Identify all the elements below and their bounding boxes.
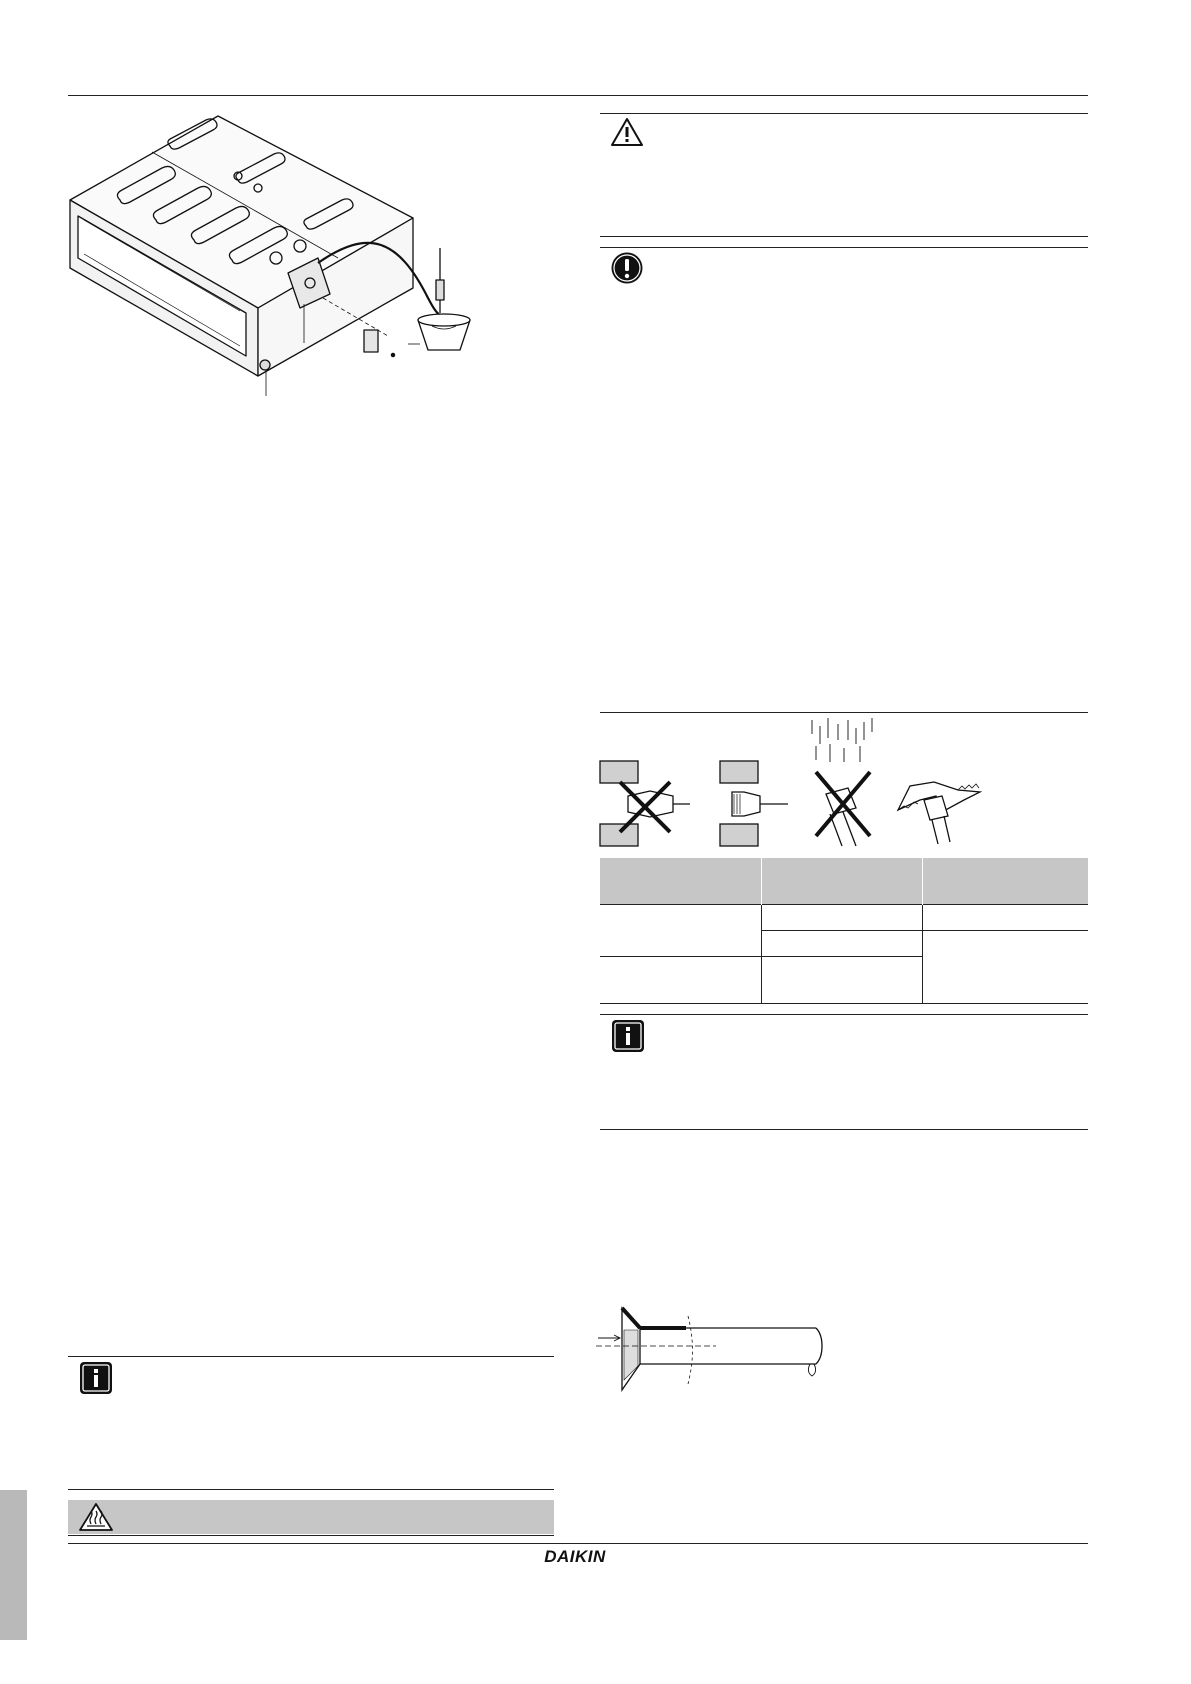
pipe-protection-illustrations	[598, 716, 1008, 850]
table-header-cell	[761, 858, 922, 905]
exclamation-circle-icon	[610, 251, 644, 285]
footer-rule	[68, 1543, 1088, 1544]
info-i-icon	[611, 1019, 645, 1053]
pipe-protection-table	[600, 858, 1088, 1004]
protection-section-rule	[600, 712, 1088, 713]
table-header-cell	[600, 858, 761, 905]
table-cell	[922, 905, 1088, 931]
section-rule-right	[600, 1129, 1088, 1130]
hot-surface-rule-bottom	[68, 1535, 554, 1536]
warning-rule-top	[600, 113, 1088, 114]
caution-rule-top	[600, 236, 1088, 237]
info-rule-top-right	[600, 1014, 1088, 1015]
hot-surface-rule-top	[68, 1489, 554, 1490]
table-cell	[600, 956, 761, 1003]
table-header-cell	[922, 858, 1088, 905]
pipe-flare-cut-illustration	[596, 1300, 836, 1396]
caution-rule-top-2	[600, 247, 1088, 248]
info-rule-top-left	[68, 1356, 554, 1357]
table-cell	[761, 905, 922, 931]
language-tab	[0, 1490, 27, 1640]
warning-triangle-icon	[610, 117, 644, 147]
unit-drain-test-illustration	[68, 108, 538, 398]
table-cell	[761, 930, 922, 956]
info-i-icon	[79, 1361, 113, 1395]
table-cell	[600, 905, 761, 957]
hot-surface-icon	[78, 1502, 114, 1532]
header-rule	[68, 95, 1088, 96]
table-cell	[922, 930, 1088, 1003]
table-cell	[761, 956, 922, 1003]
daikin-logo: DAIKIN	[544, 1547, 606, 1566]
hot-surface-warning-band	[68, 1500, 554, 1534]
